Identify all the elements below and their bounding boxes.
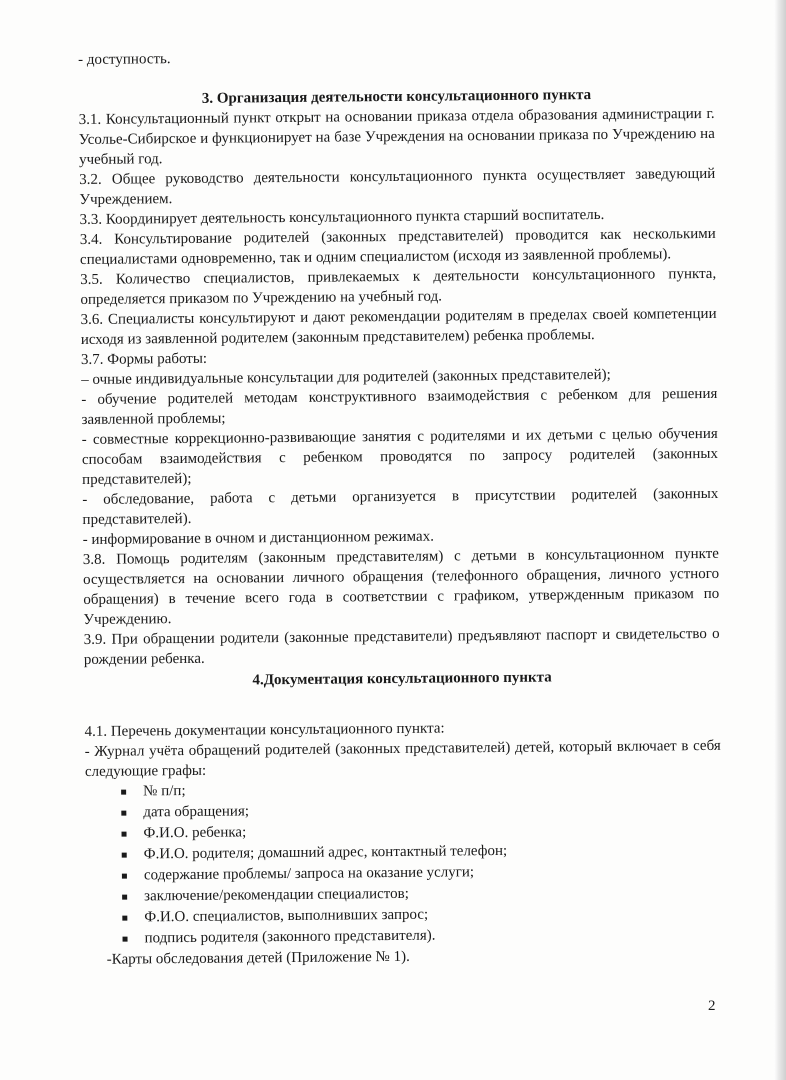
list-item: № п/п; [121,776,721,803]
work-form-5: - информирование в очном и дистанционном режимах. [82,528,434,548]
list-item: дата обращения; [121,797,721,824]
list-item: Ф.И.О. специалистов, выполнивших запрос; [122,902,722,929]
list-item: Ф.И.О. ребенка; [121,818,721,845]
paragraph-3-2: 3.2. Общее руководство деятельности консультационного пункта осуществляет заведующий Учреждением. [79,165,716,208]
paragraph-4-1: 4.1. Перечень документации консультационного пункта: [84,720,445,740]
page-content [78,44,723,970]
journal-description: - Журнал учёта обращений родителей (законных представителей) детей, который включает в себя следующие графы: [84,737,721,780]
list-item: заключение/рекомендации специалистов; [122,881,722,908]
paragraph-3-6: 3.6. Специалисты консультируют и дают рекомендации родителям в пределах своей компетенции исходя из заявленной родителем (законным представителем) ребенка проблемы. [80,305,717,348]
page-number: 2 [708,998,716,1014]
list-item: содержание проблемы/ запроса на оказание услуги; [122,860,722,887]
work-form-1: – очные индивидуальные консультации для родителей (законных представителей); [81,366,611,388]
paragraph-3-3: 3.3. Координирует деятельность консультационного пункта старший воспитатель. [79,206,605,228]
survey-cards-line: -Карты обследования детей (Приложение № 1). [106,948,410,968]
paragraph-3-8: 3.8. Помощь родителям (законным представителям) с детьми в консультационном пункте осуществляется на основании личного обращения (телефонного обращения, личного устного обращения) в течение всего года в соответствии с графиком, утвержденным приказом по Учреждению. [82,545,720,628]
section-4-body [84,716,722,970]
paragraph-3-5: 3.5. Количество специалистов, привлекаемых к деятельности консультационного пункта, определяется приказом по Учреждению на учебный год. [80,265,717,308]
section-4-title: 4.Документация консультационного пункта [252,669,552,689]
paragraph-3-1: 3.1. Консультационный пункт открыт на основании приказа отдела образования администрации г. Усолье-Сибирское и функционирует на базе Учреждения на основании приказа по Учреждению на учебный год. [78,105,715,168]
work-form-4: - обследование, работа с детьми организуется в присутствии родителей (законных представителей). [82,485,719,528]
work-form-3: - совместные коррекционно-развивающие занятия с родителями и их детьми с целью обучения способам взаимодействия с ребенком проводятся по запросу родителей (законных представителей); [81,425,718,488]
work-form-2: - обучение родителей методам конструктивного взаимодействия с ребенком для решения заявленной проблемы; [81,385,718,428]
list-item: Ф.И.О. родителя; домашний адрес, контактный телефон; [122,839,722,866]
paragraph-3-7: 3.7. Формы работы: [80,350,208,368]
journal-columns-list [85,776,723,950]
section-3-title: 3. Организация деятельности консультационного пункта [201,87,592,107]
intro-line: - доступность. [78,51,171,68]
paragraph-3-4: 3.4. Консультирование родителей (законных представителей) проводится как несколькими специалистами одновременно, так и одним специалистом (исходя из заявленной проблемы). [79,225,716,268]
paragraph-3-9: 3.9. При обращении родители (законные представители) предъявляют паспорт и свидетельство о рождении ребенка. [83,625,720,668]
paper-edge-shadow [774,0,786,1080]
list-item: подпись родителя (законного представителя). [122,923,722,950]
